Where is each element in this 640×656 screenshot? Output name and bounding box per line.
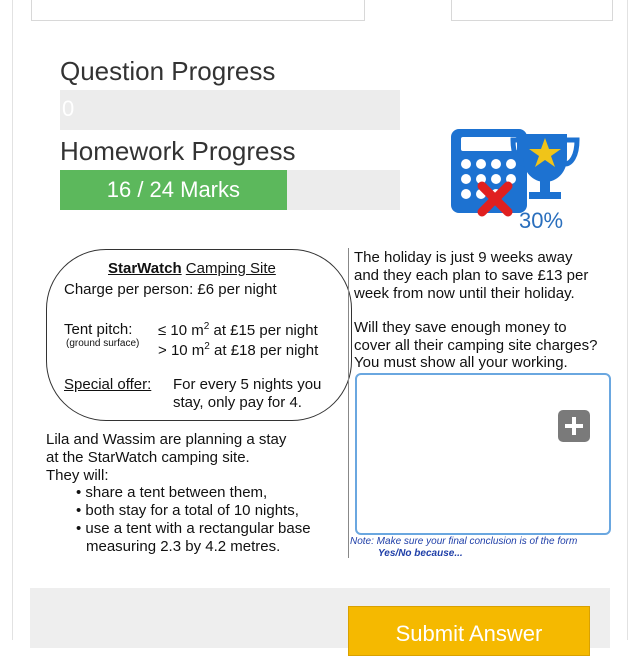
offer-line-2: stay, only pay for 4.: [173, 394, 302, 411]
intro-line-1: Lila and Wassim are planning a stay: [46, 431, 287, 448]
answer-box[interactable]: [355, 373, 611, 535]
submit-answer-button[interactable]: Submit Answer: [348, 606, 590, 656]
intro-line-3: They will:: [46, 467, 109, 484]
homework-progress-fill: 16 / 24 Marks: [60, 170, 287, 210]
right-line-2: and they each plan to save £13 per: [354, 267, 589, 284]
bullet-3-cont: measuring 2.3 by 4.2 metres.: [86, 538, 281, 555]
camping-title: [108, 260, 276, 277]
add-answer-plus-icon[interactable]: [558, 410, 590, 442]
bullet-1: • share a tent between them,: [76, 484, 268, 501]
rate1-symbol: ≤: [158, 322, 167, 339]
tent-pitch-sub: (ground surface): [66, 338, 140, 349]
offer-label: Special offer:: [64, 376, 152, 393]
charge-text: Charge per person: £6 per night: [64, 281, 277, 298]
homework-progress-label: Homework Progress: [60, 136, 296, 166]
question-progress-label: Question Progress: [60, 56, 276, 86]
intro-line-2: at the StarWatch camping site.: [46, 449, 250, 466]
top-panel-left: [31, 0, 365, 21]
achievement-percent: 30%: [519, 208, 564, 233]
tent-pitch-label: Tent pitch:: [64, 321, 133, 338]
homework-progress-bar: [60, 170, 400, 210]
column-divider: [348, 248, 349, 558]
rate2-price: at £18 per night: [214, 342, 319, 359]
rate2-sup: 2: [204, 341, 210, 352]
rate2-area: 10 m: [170, 342, 205, 359]
right-line-6: You must show all your working.: [354, 354, 568, 371]
rate1-area: 10 m: [170, 322, 204, 339]
right-line-4: Will they save enough money to: [354, 319, 567, 336]
right-line-5: cover all their camping site charges?: [354, 337, 598, 354]
rate2-symbol: >: [158, 342, 167, 359]
rate-large-tent: [158, 341, 318, 359]
offer-line-1: For every 5 nights you: [173, 376, 322, 393]
note-line-2: Yes/No because...: [378, 548, 463, 559]
camping-title-rest: Camping Site: [185, 260, 276, 277]
rate1-price: at £15 per night: [213, 322, 318, 339]
right-line-1: The holiday is just 9 weeks away: [354, 249, 573, 266]
top-panel-right: [451, 0, 613, 21]
right-line-3: week from now until their holiday.: [354, 285, 575, 302]
question-sheet: [40, 240, 620, 560]
question-progress-value: 0: [62, 96, 75, 121]
bullet-3: • use a tent with a rectangular base: [76, 520, 311, 537]
question-progress-bar: [60, 90, 400, 130]
note-line-1: Note: Make sure your final conclusion is of the form: [350, 536, 578, 547]
rate1-sup: 2: [203, 321, 210, 332]
bullet-2-text: both stay for a total of 10 nights,: [85, 502, 299, 519]
bullet-1-text: share a tent between them,: [85, 484, 268, 501]
rate-small-tent: [158, 321, 318, 339]
camping-title-brand: StarWatch: [108, 260, 182, 277]
bullet-3-text: use a tent with a rectangular base: [85, 520, 311, 537]
bullet-2: • both stay for a total of 10 nights,: [76, 502, 299, 519]
